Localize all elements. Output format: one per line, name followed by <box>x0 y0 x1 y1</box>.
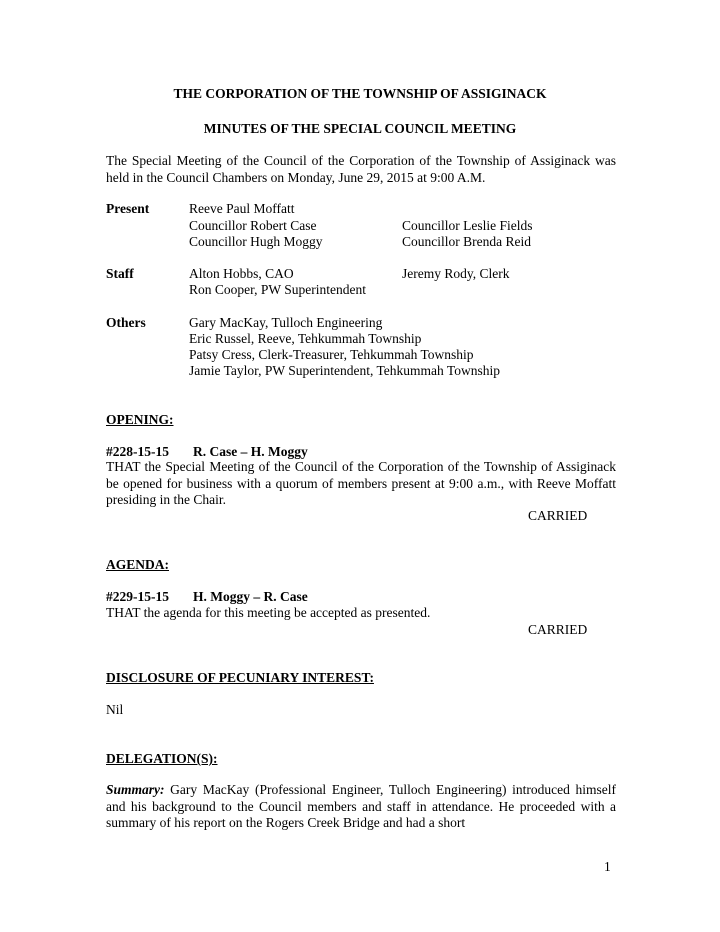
others-member: Jamie Taylor, PW Superintendent, Tehkummah Township <box>189 363 500 378</box>
others-member: Gary MacKay, Tulloch Engineering <box>189 315 383 330</box>
summary-text: Gary MacKay (Professional Engineer, Tulloch Engineering) introduced himself and his background to the Council members and staff in attendance. He proceeded with a summary of his report on the Rogers Creek Bridge and had a short <box>106 782 616 830</box>
others-label: Others <box>106 315 146 330</box>
present-member: Councillor Leslie Fields <box>402 218 533 233</box>
present-member: Reeve Paul Moffatt <box>189 201 295 216</box>
agenda-result: CARRIED <box>528 622 588 637</box>
staff-label: Staff <box>106 266 134 281</box>
present-member: Councillor Hugh Moggy <box>189 234 323 249</box>
staff-member: Ron Cooper, PW Superintendent <box>189 282 366 297</box>
others-member: Eric Russel, Reeve, Tehkummah Township <box>189 331 422 346</box>
delegations-heading: DELEGATION(S): <box>106 751 218 766</box>
document-subtitle: MINUTES OF THE SPECIAL COUNCIL MEETING <box>203 121 517 136</box>
delegation-summary <box>106 782 616 832</box>
others-member: Patsy Cress, Clerk-Treasurer, Tehkummah Township <box>189 347 474 362</box>
staff-member: Jeremy Rody, Clerk <box>402 266 510 281</box>
agenda-motion-text: THAT the agenda for this meeting be accepted as presented. <box>106 605 431 620</box>
agenda-heading: AGENDA: <box>106 557 169 572</box>
disclosure-heading: DISCLOSURE OF PECUNIARY INTEREST: <box>106 670 374 685</box>
summary-label: Summary: <box>106 782 165 797</box>
agenda-motion-number: #229-15-15 <box>106 589 169 604</box>
opening-motion-number: #228-15-15 <box>106 444 169 459</box>
disclosure-text: Nil <box>106 702 124 717</box>
page-number: 1 <box>604 859 611 874</box>
present-member: Councillor Brenda Reid <box>402 234 531 249</box>
opening-motion-text: THAT the Special Meeting of the Council of the Corporation of the Township of Assiginack be opened for business with a quorum of members present at 9:00 a.m., with Reeve Moffatt presiding in the Chair. <box>106 459 616 507</box>
opening-result: CARRIED <box>528 508 588 523</box>
document-title: THE CORPORATION OF THE TOWNSHIP OF ASSIGINACK <box>173 86 547 101</box>
intro-paragraph: The Special Meeting of the Council of the Corporation of the Township of Assiginack was held in the Council Chambers on Monday, June 29, 2015 at 9:00 A.M. <box>106 153 616 185</box>
agenda-movers: H. Moggy – R. Case <box>193 589 308 604</box>
opening-movers: R. Case – H. Moggy <box>193 444 308 459</box>
opening-heading: OPENING: <box>106 412 174 427</box>
staff-member: Alton Hobbs, CAO <box>189 266 294 281</box>
present-label: Present <box>106 201 150 216</box>
present-member: Councillor Robert Case <box>189 218 317 233</box>
